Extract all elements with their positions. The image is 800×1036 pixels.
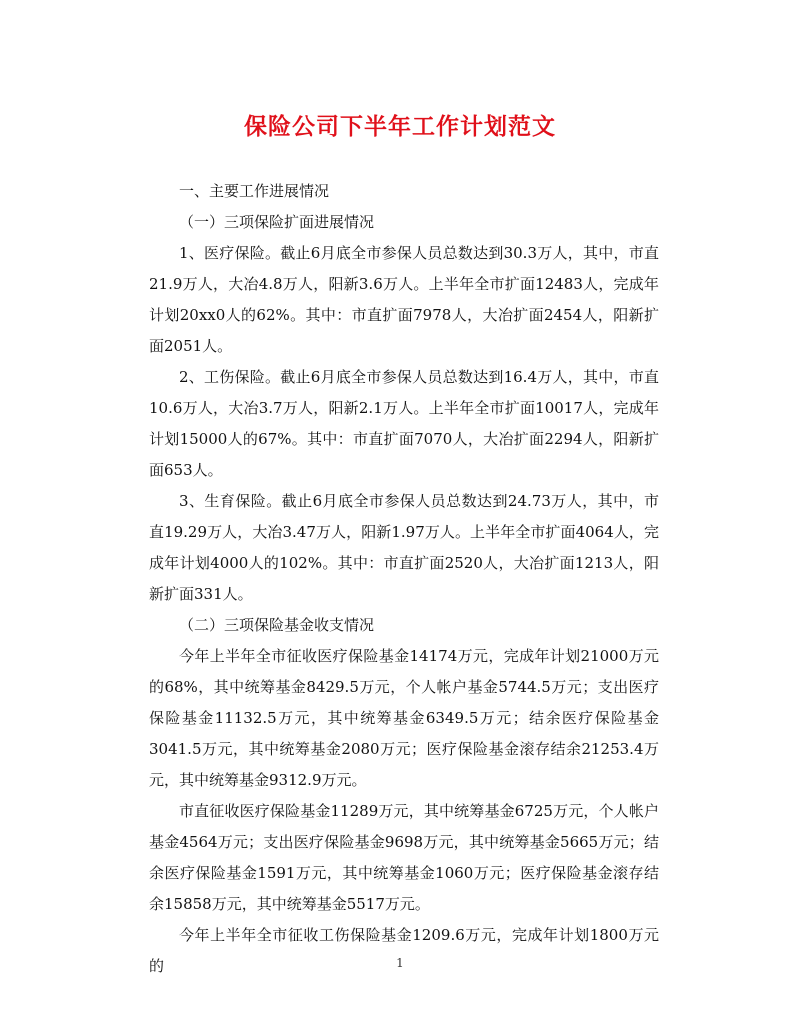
page-number: 1 (396, 956, 404, 970)
document-body (149, 176, 659, 982)
paragraph-maternity-insurance: 3、生育保险。截止6月底全市参保人员总数达到24.73万人，其中，市直19.29万人，大冶3.47万人，阳新1.97万人。上半年全市扩面4064人，完成年计划4000人的102%。其中：市直扩面2520人，大冶扩面1213人，阳新扩面331人。 (149, 492, 659, 603)
paragraph-city-medical-fund: 今年上半年全市征收医疗保险基金14174万元，完成年计划21000万元的68%，其中统筹基金8429.5万元，个人帐户基金5744.5万元；支出医疗保险基金11132.5万元，其中统筹基金6349.5万元；结余医疗保险基金3041.5万元，其中统筹基金2080万元；医疗保险基金滚存结余21253.4万元，其中统筹基金9312.9万元。 (149, 647, 659, 789)
subsection-heading: （一）三项保险扩面进展情况 (179, 213, 375, 231)
subsection-heading: （二）三项保险基金收支情况 (179, 616, 375, 634)
section-heading: 一、主要工作进展情况 (179, 182, 330, 200)
paragraph-medical-insurance: 1、医疗保险。截止6月底全市参保人员总数达到30.3万人，其中，市直21.9万人，大冶4.8万人，阳新3.6万人。上半年全市扩面12483人，完成年计划20xx0人的62%。其中：市直扩面7978人，大冶扩面2454人，阳新扩面2051人。 (149, 244, 659, 355)
paragraph-direct-medical-fund: 市直征收医疗保险基金11289万元，其中统筹基金6725万元，个人帐户基金4564万元；支出医疗保险基金9698万元，其中统筹基金5665万元；结余医疗保险基金1591万元，其中统筹基金1060万元；医疗保险基金滚存结余15858万元，其中统筹基金5517万元。 (149, 802, 659, 913)
document-title: 保险公司下半年工作计划范文 (244, 113, 556, 140)
paragraph-injury-fund: 今年上半年全市征收工伤保险基金1209.6万元，完成年计划1800万元的 (149, 926, 659, 975)
paragraph-injury-insurance: 2、工伤保险。截止6月底全市参保人员总数达到16.4万人，其中，市直10.6万人，大冶3.7万人，阳新2.1万人。上半年全市扩面10017人，完成年计划15000人的67%。其中：市直扩面7070人，大冶扩面2294人，阳新扩面653人。 (149, 368, 659, 479)
